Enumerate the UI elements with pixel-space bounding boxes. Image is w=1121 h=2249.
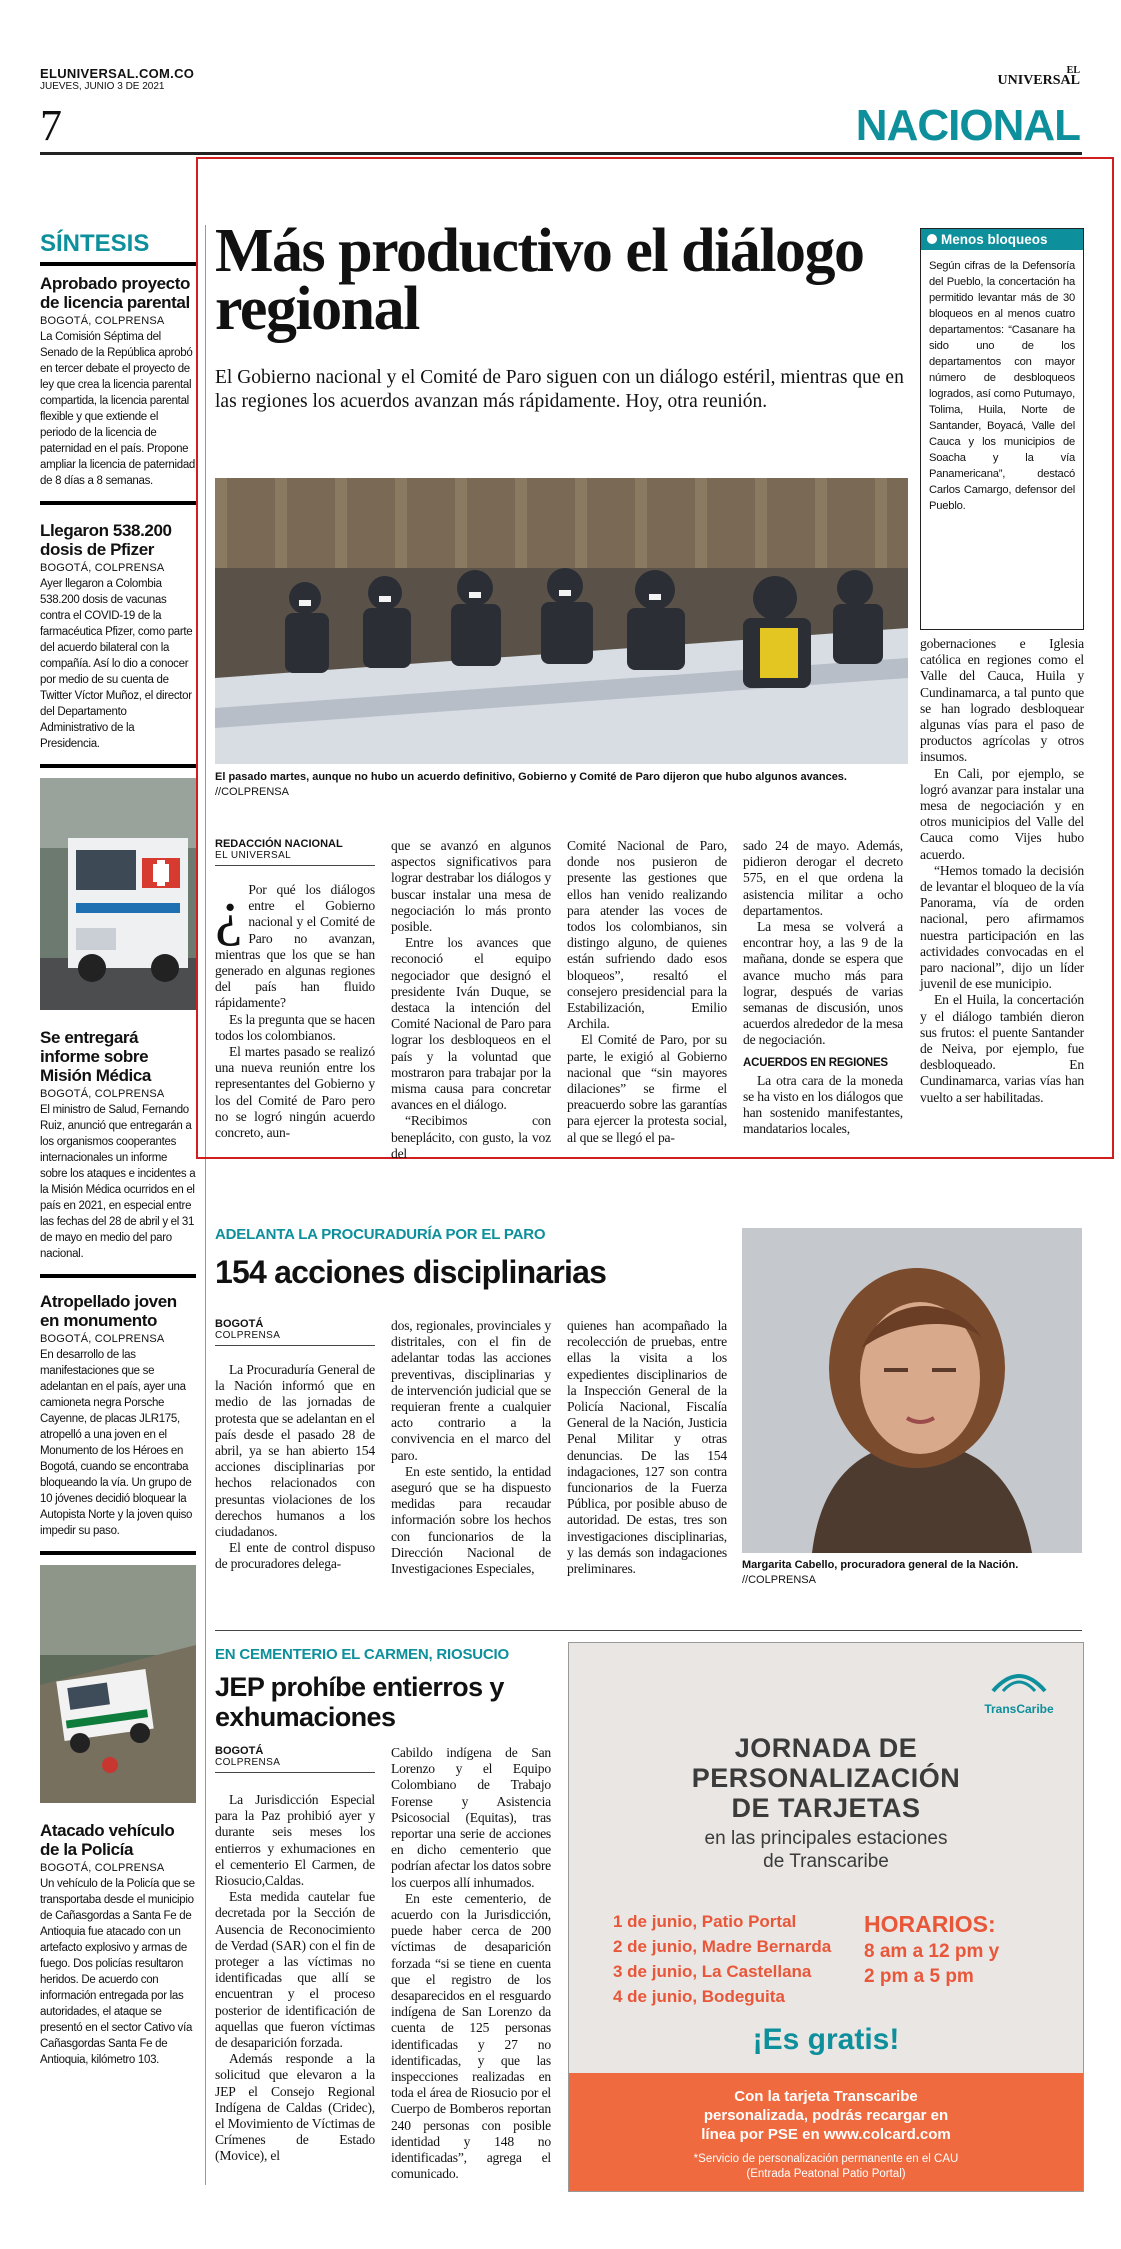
bullet-icon: [927, 234, 937, 244]
byline-org: COLPRENSA: [215, 1757, 281, 1768]
sidebar-item: [40, 521, 196, 752]
paragraph: El martes pasado se realizó una nueva reunión entre los representantes del Gobierno y los del Comité de Paro pero no se logró ningún acuerdo concreto, aun-: [215, 1044, 375, 1141]
paragraph: Esta medida cautelar fue decretada por la Sección de Ausencia de Reconocimiento de Verdad (SAR) con el fin de proteger a las víctimas no identificadas que allí se encuentran y el proceso posterior de identificación de aquellas que fueron víctimas de desaparición forzada.: [215, 1889, 375, 2051]
sidebar-separator: [40, 501, 196, 505]
paragraph: En el Huila, la concertación y el diálogo también dieron sus frutos: el puente Santander de Neiva, por ejemplo, fue desbloqueado. En Cundinamarca, varias vías han vuelto a ser habilitadas.: [920, 992, 1084, 1105]
sidebar-item: [40, 1292, 196, 1539]
transcaribe-logo-icon: [989, 1661, 1049, 1697]
sidebar-separator: [40, 764, 196, 768]
main-column-2: [391, 838, 551, 1162]
main-deck: El Gobierno nacional y el Comité de Paro siguen con un diálogo estéril, mientras que en las regiones los acuerdos avanzan más rápidamente. Hoy, otra reunión.: [215, 367, 904, 412]
ad-note: *Servicio de personalización permanente en el CAU: [693, 2153, 959, 2165]
portrait-caption: [742, 1558, 1082, 1588]
sidebar-item-title[interactable]: Atacado vehículo de la Policía: [40, 1821, 175, 1859]
ad-footer-line: Con la tarjeta Transcaribe: [734, 2088, 918, 2105]
sidebar-item-body: En desarrollo de las manifestaciones que se adelantan en el país, ayer una camioneta negra Porsche Cayenne, de placas JLR175, atropelló a una joven en el Monumento de los Héroes en Bogotá, cuando se encontraba bloqueando la vía. Un grupo de 10 jóvenes decidió bloquear la Autopista Norte y la joven quiso impedir su paso.: [40, 1349, 193, 1537]
sidebar-item-body: El ministro de Salud, Fernando Ruiz, anunció que entregarán a los organismos cooperantes internacionales un informe sobre los ataques e incidentes a la Misión Médica ocurridos en el país en 2021, en especial entre las fechas del 28 de abril y el 31 de mayo en medio del paro nacional.: [40, 1104, 196, 1260]
sidebar-item-meta: BOGOTÁ, COLPRENSA: [40, 1088, 165, 1100]
sidebar-item-title[interactable]: Atropellado joven en monumento: [40, 1292, 177, 1330]
sidebar-item-title[interactable]: Llegaron 538.200 dosis de Pfizer: [40, 521, 172, 559]
sidebar-separator: [40, 1274, 196, 1278]
byline-author: BOGOTÁ: [215, 1745, 264, 1757]
story2-byline: [215, 1318, 375, 1346]
paragraph: El Comité de Paro, por su parte, le exigió al Gobierno nacional que “sin mayores dilaciones” se firme el preacuerdo sobre las garantías para ejercer la protesta social, al que se llegó el pa-: [567, 1032, 727, 1145]
portrait-image-icon: [742, 1228, 1082, 1553]
sidebar-item-meta: BOGOTÁ, COLPRENSA: [40, 1333, 165, 1345]
paragraph: La Procuraduría General de la Nación informó que en medio de las jornadas de protesta que se adelantan en el país desde el pasado 28 de abril, ya se han abierto 154 acciones disciplinarias por hechos relacionados con presuntas violaciones de los derechos humanos a los ciudadanos.: [215, 1362, 375, 1540]
sidebar-item-title[interactable]: Aprobado proyecto de licencia parental: [40, 274, 190, 312]
paragraph: Comité Nacional de Paro, donde nos pusieron de presente las gestiones que ellos han venido realizando para atender las voces de todos los colombianos, sin distingo alguno, de quienes están sufriendo dado esos bloqueos”, resaltó el consejero presidencial para la Estabilización, Emilio Archila.: [567, 838, 727, 1032]
ad-horario-item: 8 am a 12 pm y: [864, 1941, 1000, 1962]
caption-credit: //COLPRENSA: [742, 1574, 816, 1586]
ad-footer-line[interactable]: línea por PSE en www.colcard.com: [701, 2126, 951, 2143]
paragraph: Cabildo indígena de San Lorenzo y el Equipo Colombiano de Trabajo Forense y Asistencia Psicosocial (Equitas), tras reportar una serie de acciones en dicho cementerio que podrían afectar los datos sobre los cuerpos allí inhumados.: [391, 1745, 551, 1890]
story3-column-2: [391, 1745, 551, 2182]
byline-rule: [215, 1345, 375, 1346]
story2-column-1: [215, 1362, 375, 1573]
story2-column-2: [391, 1318, 551, 1577]
sidebar-item-body: Un vehículo de la Policía que se transportaba desde el municipio de Cañasgordas a Santa Fe de Antioquia fue atacado con un artefacto explosivo y armas de fuego. Dos policías resultaron heridos. De acuerdo con información entregada por las autoridades, el ataque se presentó en el sector Cativo vía Cañasgordas Santa Fe de Antioquia, kilómetro 103.: [40, 1878, 195, 2066]
site-url[interactable]: ELUNIVERSAL.COM.CO: [40, 66, 195, 81]
section-title: NACIONAL: [855, 101, 1080, 150]
byline-rule: [215, 1772, 375, 1773]
byline-rule: [215, 865, 375, 866]
ad-horario-item: 2 pm a 5 pm: [864, 1966, 974, 1987]
main-column-4: [743, 838, 903, 1138]
byline-author: BOGOTÁ: [215, 1318, 264, 1330]
story2-headline[interactable]: 154 acciones disciplinarias: [215, 1254, 607, 1290]
paragraph: quienes han acompañado la recolección de pruebas, entre ellas la visita a los expedientes disciplinarios de la Inspección General de la Policía Nacional, Fiscalía General de la Nación, Justicia Penal Militar y otras denuncias. De las 154 indagaciones, 127 son contra funcionarios de la Fuerza Pública, por posible abuso de autoridad. De estas, tres son investigaciones disciplinarias, y las demás son indagaciones preliminares.: [567, 1318, 727, 1577]
paragraph: La Jurisdicción Especial para la Paz prohibió ayer y durante seis meses los entierros y exhumaciones en el cementerio El Carmen, de Riosucio,Caldas.: [215, 1792, 375, 1889]
paragraph: Además responde a la solicitud que elevaron a la JEP el Consejo Regional Indígena de Caldas (Cridec), el Movimiento de Víctimas de Crímenes de Estado (Movice), el: [215, 2051, 375, 2164]
byline-org: EL UNIVERSAL: [215, 850, 292, 861]
subhead: ACUERDOS EN REGIONES: [743, 1056, 888, 1069]
ad-title: [569, 1733, 1083, 1823]
sidebox-menos-bloqueos: [920, 228, 1084, 630]
caption-credit: //COLPRENSA: [215, 786, 289, 798]
ad-subtitle-line: en las principales estaciones: [704, 1828, 948, 1849]
meeting-image-icon: [215, 478, 908, 764]
ad-date-item: 3 de junio, La Castellana: [613, 1962, 812, 1981]
ad-date-item: 2 de junio, Madre Bernarda: [613, 1937, 832, 1956]
ad-free-label: ¡Es gratis!: [752, 2023, 900, 2056]
main-headline[interactable]: Más productivo el diálogo regional: [215, 217, 864, 343]
caption-text: Margarita Cabello, procuradora general de la Nación.: [742, 1559, 1019, 1571]
paragraph: gobernaciones e Iglesia católica en regiones como el Valle del Cauca, Huila y Cundinamarca, a tal punto que se han logrado desbloquear algunas vías para el paso de productos agrícolas y otros insumos.: [920, 636, 1084, 765]
sidebox-title: Menos bloqueos: [941, 232, 1048, 247]
ad-date-item: 1 de junio, Patio Portal: [613, 1912, 797, 1931]
paragraph: dos, regionales, provinciales y distritales, con el fin de adelantar todas las acciones preventivas, disciplinarias y de intervención judicial que se requieran frente a cualquier acto contrario a la convivencia en el marco del paro.: [391, 1318, 551, 1463]
ad-brand: [969, 1661, 1069, 1716]
sidebar-item-meta: BOGOTÁ, COLPRENSA: [40, 1862, 165, 1874]
paragraph: El ente de control dispuso de procuradores delega-: [215, 1540, 375, 1572]
ad-dates: [613, 1909, 853, 2009]
ad-subtitle: [569, 1827, 1083, 1873]
logo-top: EL: [1066, 65, 1080, 76]
paragraph: La otra cara de la moneda se ha visto en los diálogos que han sostenido manifestantes, mandatarios locales,: [743, 1072, 903, 1137]
ad-title-line: JORNADA DE: [734, 1733, 918, 1763]
transcaribe-ad[interactable]: [568, 1642, 1084, 2192]
paragraph: En Cali, por ejemplo, se logró avanzar para instalar una mesa de negociación y en otros municipios del Valle del Cauca como Vijes hubo acuerdo.: [920, 765, 1084, 862]
sidebar-item-body: La Comisión Séptima del Senado de la República aprobó en tercer debate el proyecto de ley que crea la licencia parental compartida, la licencia parental flexible y que extiende el periodo de la licencia de paternidad en el país. Propone ampliar la licencia de paternidad de 8 días a 8 semanas.: [40, 331, 196, 487]
paragraph: En este sentido, la entidad aseguró que se ha dispuesto medidas para recaudar información sobre los hechos con funcionarios de la Dirección Nacional de Investigaciones Especiales,: [391, 1463, 551, 1577]
main-column-3: [567, 838, 727, 1146]
ad-horarios-label: HORARIOS:: [864, 1911, 996, 1937]
paragraph: Entre los avances que reconoció el equipo negociador que designó el presidente Iván Duque, se destaca la intención del Comité Nacional de Paro para lograr los desbloqueos en el país y la voluntad que mostraron para trabajar por la misma causa para concretar avances en el diálogo.: [391, 935, 551, 1113]
byline-org: COLPRENSA: [215, 1330, 281, 1341]
story3-byline: [215, 1745, 375, 1773]
masthead-logo: UNIVERSAL: [997, 73, 1080, 88]
paragraph: En este cementerio, de acuerdo con la Jurisdicción, puede haber cerca de 200 víctimas de desaparición forzada “si se tiene en cuenta que el registro de los desaparecidos en el resguardo indígena de San Lorenzo da cuenta de 125 personas identificadas y 27 no identificadas, y que las inspecciones realizadas en toda el área de Riosucio por el Cuerpo de Bomberos reportan 240 personas con posible identidad y 148 no identificadas”, agrega el comunicado.: [391, 1890, 551, 2182]
sidebar-item: [40, 1028, 196, 1262]
sidebar-item: [40, 274, 196, 489]
ad-title-line: PERSONALIZACIÓN: [691, 1763, 961, 1793]
police-vehicle-image-icon: [40, 1565, 196, 1803]
main-photo-caption: [215, 770, 908, 800]
sidebar-item-body: Ayer llegaron a Colombia 538.200 dosis de vacunas contra el COVID-19 de la farmacéutica Pfizer, como parte del acuerdo bilateral con la compañía. Así lo dio a conocer por medio de su cuenta de Twitter Víctor Muñoz, el director del Departamento Administrativo de la Presidencia.: [40, 578, 193, 750]
police-vehicle-photo: [40, 1565, 196, 1803]
story3-kicker: EN CEMENTERIO EL CARMEN, RIOSUCIO: [215, 1646, 509, 1663]
ad-footer: [569, 2073, 1083, 2191]
caption-text: El pasado martes, aunque no hubo un acuerdo definitivo, Gobierno y Comité de Paro dijeron que hubo algunos avances.: [215, 771, 847, 783]
paragraph: sado 24 de mayo. Además, pidieron derogar el decreto 575, en el que ordena la asistencia militar a ocho departamentos.: [743, 838, 903, 918]
ambulance-image-icon: [40, 778, 196, 1010]
paragraph: “Hemos tomado la decisión de levantar el bloqueo de la vía Panorama, vía de orden nacional, pero afirmamos nuestra participación en las actividades convocadas en el paro nacional”, dijo un líder juvenil de ese municipio.: [920, 862, 1084, 992]
sidebar-item-meta: BOGOTÁ, COLPRENSA: [40, 562, 165, 574]
ad-note: (Entrada Peatonal Patio Portal): [746, 2168, 906, 2180]
story2-kicker: ADELANTA LA PROCURADURÍA POR EL PARO: [215, 1226, 546, 1243]
ambulance-photo: [40, 778, 196, 1010]
ad-subtitle-line: de Transcaribe: [763, 1851, 889, 1872]
story3-column-1: [215, 1792, 375, 2165]
main-column-5: [920, 636, 1084, 1106]
section-separator: [215, 1630, 1082, 1631]
main-byline: [215, 838, 375, 866]
sidebox-header: [921, 229, 1083, 250]
paragraph: La mesa se volverá a encontrar hoy, a las 9 de la mañana, donde se espera que avance mucho más para lograr, después de varias semanas de discusión, unos acuerdos alrededor de la mesa de negociación.: [743, 919, 903, 1048]
byline-author: REDACCIÓN NACIONAL: [215, 838, 343, 850]
procuradora-photo: [742, 1228, 1082, 1553]
sidebar-rule: [40, 262, 196, 266]
paragraph: “Recibimos con beneplácito, con gusto, la voz del: [391, 1113, 551, 1161]
story2-column-3: [567, 1318, 727, 1577]
story3-headline[interactable]: JEP prohíbe entierros y exhumaciones: [215, 1672, 504, 1732]
main-column-1: [215, 879, 375, 1141]
ad-footer-line: personalizada, podrás recargar en: [703, 2107, 949, 2124]
ad-horarios: [864, 1909, 1074, 1989]
sidebar-item: [40, 1821, 196, 2068]
paragraph: que se avanzó en algunos aspectos significativos para lograr destrabar los diálogos y buscar instalar una mesa de negociación lo más pronto posible.: [391, 838, 551, 935]
page-number: 7: [40, 101, 62, 150]
header-rule: [40, 152, 1082, 155]
paragraph: Por qué los diálogos entre el Gobierno nacional y el Comité de Paro no avanzan, mientras que los que se han generado en algunas regiones del país han fluido rápidamente?: [215, 882, 375, 1011]
ad-brand-name: TransCaribe: [984, 1702, 1054, 1716]
drop-cap: ¿: [215, 879, 243, 947]
sidebar-separator: [40, 1551, 196, 1555]
main-photo: [215, 478, 908, 764]
sidebar-heading: SÍNTESIS: [40, 230, 150, 257]
ad-date-item: 4 de junio, Bodeguita: [613, 1987, 785, 2006]
sidebar-item-meta: BOGOTÁ, COLPRENSA: [40, 315, 165, 327]
ad-title-line: DE TARJETAS: [731, 1793, 921, 1823]
sidebar: [40, 230, 196, 2068]
issue-date: JUEVES, JUNIO 3 DE 2021: [40, 81, 165, 92]
sidebar-item-title[interactable]: Se entregará informe sobre Misión Médica: [40, 1028, 151, 1085]
paragraph: Es la pregunta que se hacen todos los colombianos.: [215, 1011, 375, 1043]
sidebox-body: Según cifras de la Defensoría del Pueblo, la concertación ha permitido levantar más de 30 bloqueos en al menos cuatro departamentos: “Casanare ha sido uno de los departamentos con mayor número de desbloqueos logrados, así como Putumayo, Tolima, Huila, Norte de Santander, Boyacá, Valle del Cauca y los municipios de Soacha y la vía Panamericana”, destacó Carlos Camargo, defensor del Pueblo.: [929, 260, 1075, 512]
